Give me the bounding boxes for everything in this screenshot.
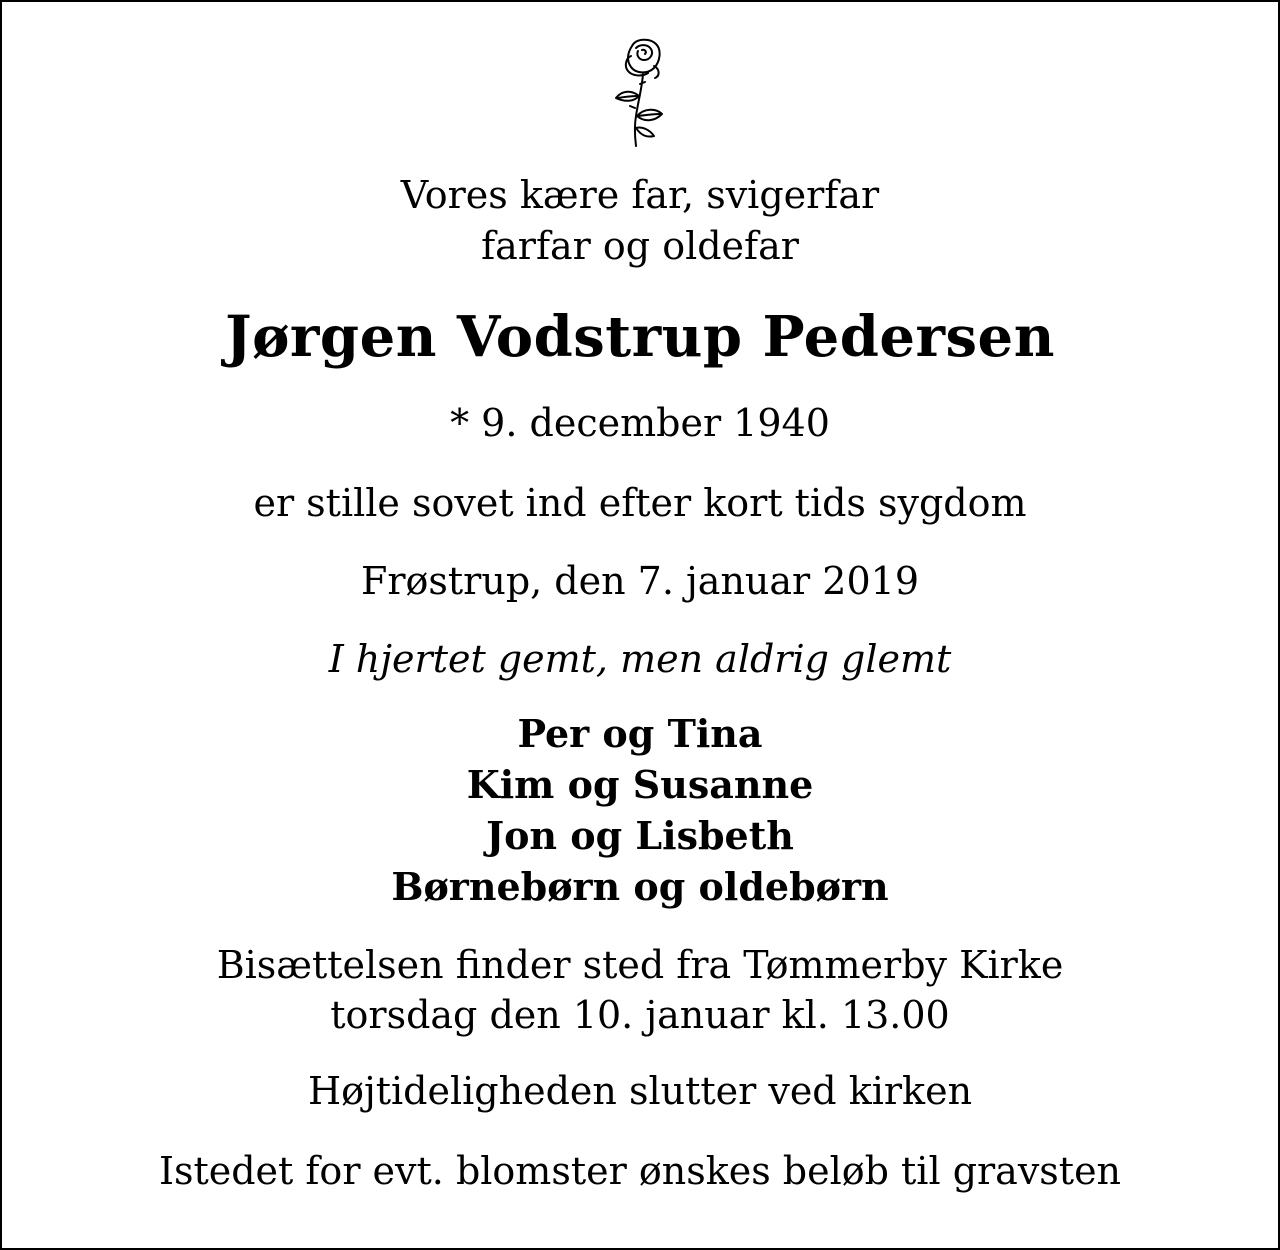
funeral-location: Bisættelsen finder sted fra Tømmerby Kirke xyxy=(216,943,1064,987)
deceased-name: Jørgen Vodstrup Pedersen xyxy=(225,304,1055,370)
flowers-note: Istedet for evt. blomster ønskes beløb til gravsten xyxy=(158,1149,1122,1193)
family-member: Jon og Lisbeth xyxy=(486,813,794,858)
announcement-text: er stille sovet ind efter kort tids sygdom xyxy=(253,481,1027,525)
birth-date: * 9. december 1940 xyxy=(450,401,830,445)
place-date: Frøstrup, den 7. januar 2019 xyxy=(361,559,919,603)
family-member: Per og Tina xyxy=(517,711,763,756)
ceremony-note: Højtideligheden slutter ved kirken xyxy=(307,1069,973,1113)
rose-icon xyxy=(602,36,678,148)
intro-line-2: farfar og oldefar xyxy=(481,224,799,268)
motto: I hjertet gemt, men aldrig glemt xyxy=(328,637,952,681)
family-member: Kim og Susanne xyxy=(466,762,814,807)
intro-line-1: Vores kære far, svigerfar xyxy=(400,173,880,217)
funeral-time: torsdag den 10. januar kl. 13.00 xyxy=(330,993,950,1037)
family-member: Børnebørn og oldebørn xyxy=(391,864,889,909)
